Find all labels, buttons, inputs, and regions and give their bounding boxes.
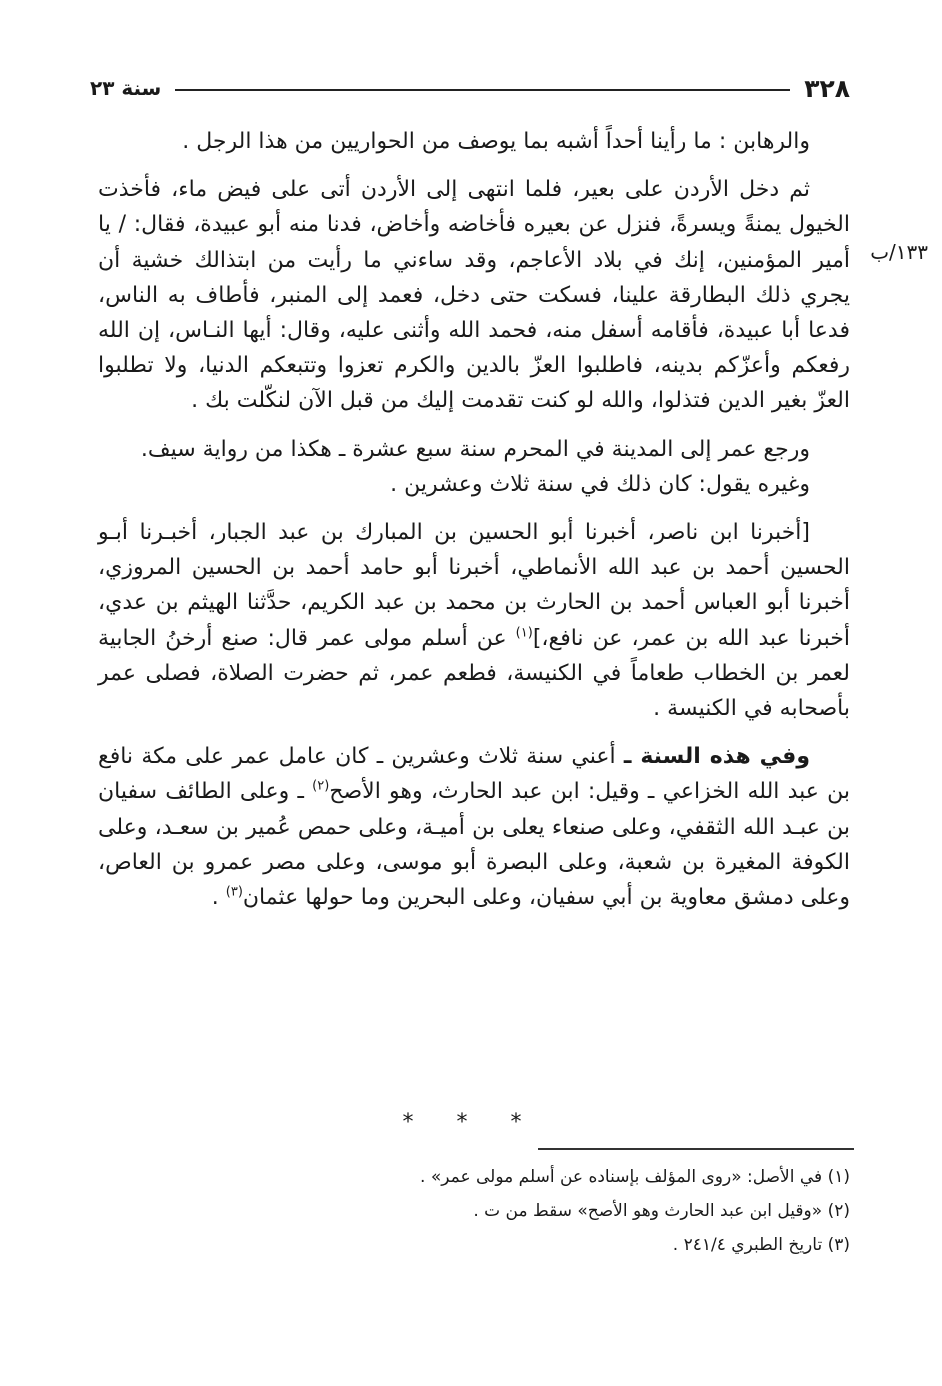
- paragraph-6-part-2: ـ وعلى الطائف سفيان بن عبـد الله الثقفي، وعلى صنعاء يعلى بن أميـة، وعلى حمص عُمير بن سعـد، وعلى الكوفة المغيرة بن شعبة، وعلى البصرة أبو موسى، وعلى مصر عمرو بن العاص، وعلى دمشق معاوية بن أبي سفيان، وعلى البحرين وما حولها عثمان: [98, 779, 850, 911]
- paragraph-6-end: .: [211, 885, 226, 911]
- footnote-ref-1: (١): [515, 625, 533, 641]
- footnote-1: (١) في الأصل: «روى المؤلف بإسناده عن أسلم مولى عمر» .: [420, 1167, 850, 1187]
- footnote-3: (٣) تاريخ الطبري ٢٤١/٤ .: [672, 1235, 850, 1255]
- paragraph-6: [98, 739, 850, 915]
- manuscript-folio-marker: ١٣٣/ب: [870, 240, 928, 264]
- page-number: ٣٢٨: [804, 73, 850, 103]
- footnote-rule: [538, 1148, 854, 1150]
- narration-text: عن أسلم مولى عمر قال: صنع أرخنُ الجابية لعمر بن الخطاب طعاماً في الكنيسة، فطعم عمر، ثم حضرت الصلاة، فصلى عمر بأصحابه في الكنيسة .: [98, 625, 850, 722]
- footnote-2: (٢) «وقيل ابن عبد الحارث وهو الأصح» سقط من ت .: [473, 1201, 850, 1221]
- paragraph-1: والرهابن : ما رأينا أحداً أشبه بما يوصف من الحواريين من هذا الرجل .: [182, 129, 810, 154]
- paragraph-lead: وفي هذه السنة ـ: [623, 744, 810, 770]
- section-separator: * * *: [402, 1110, 540, 1135]
- footnote-ref-2: (٢): [312, 779, 330, 795]
- main-text: [98, 124, 850, 928]
- paragraph-2: ثم دخل الأردن على بعير، فلما انتهى إلى الأردن أتى على فيض ماء، فأخذت الخيول يمنةً ويسرةً، فنزل عن بعيره فأخاضه وأخاض، فدنا منه أبو عبيدة، فقال: / يا أمير المؤمنين، إنك في بلاد الأعاجم، وقد ساءني ما رأيت من ابتذالك خشية أن يجري ذلك البطارقة علينا، فسكت حتى دخل، فعمد إلى المنبر، فأطاف به الناس، فدعا أبا عبيدة، فأقامه أسفل منه، فحمد الله وأثنى عليه، وقال: أيها النـاس، إن الله رفعكم وأعزّكم بدينه، فاطلبوا العزّ بالدين والكرم تعزوا وتتبعكم الدنيا، ولا تطلبوا العزّ بغير الدين فتذلوا، والله لو كنت تقدمت إليك من قبل الآن لنكّلت بك .: [98, 177, 850, 414]
- paragraph-5: [98, 515, 850, 726]
- footnotes: [300, 1160, 850, 1262]
- paragraph-4: وغيره يقول: كان ذلك في سنة ثلاث وعشرين .: [390, 471, 810, 497]
- isnad-text: [أخبرنا ابن ناصر، أخبرنا أبو الحسين بن المبارك بن عبد الجبار، أخبـرنا أبـو الحسين أحمد بن عبد الله الأنماطي، أخبرنا أبو حامد أحمد بن الحسين المروزي، أخبرنا أبو العباس أحمد بن الحارث بن محمد بن عبد الكريم، حدَّثنا الهيثم بن عدي، أخبرنا عبد الله بن عمر، عن نافع،]: [98, 520, 850, 651]
- paragraph-3: ورجع عمر إلى المدينة في المحرم سنة سبع عشرة ـ هكذا من رواية سيف.: [140, 436, 810, 462]
- footnote-ref-3: (٣): [225, 884, 243, 900]
- page-header: [90, 68, 850, 108]
- running-head: سنة ٢٣: [90, 76, 162, 100]
- paragraph-6-part-1: أعني سنة ثلاث وعشرين ـ كان عامل عمر على مكة نافع بن عبد الله الخزاعي ـ وقيل: ابن عبد الحارث، وهو الأصح: [98, 744, 850, 805]
- header-rule: [175, 89, 790, 91]
